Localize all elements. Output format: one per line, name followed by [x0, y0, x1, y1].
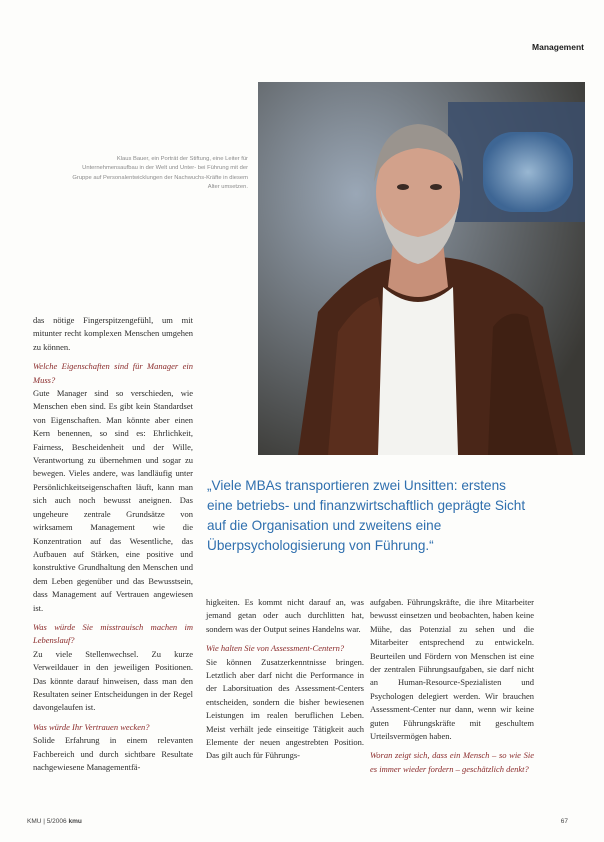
footer-issue-text: KMU | 5/2006 [27, 818, 67, 825]
paragraph: Sie können Zusatzerkenntnisse bringen. Letztlich aber darf nicht die Performance in der Laborsituation des Assessment-Centers entscheiden, sondern die bisher bewiesenen Leistungen im realen beruflichen Leben. Meist verhält jede einseitige Tätigkeit auch Elemente der neuen angestrebten Position. Das gilt auch für Führungs- [206, 656, 364, 761]
article-column-1 [33, 314, 193, 774]
paragraph: aufgaben. Führungskräfte, die ihre Mitarbeiter bewusst einsetzen und beobachten, haben keine Mühe, das Potenzial zu sehen und die Mitarbeiter entsprechend zu entwickeln. Beurteilen und Fördern von Menschen ist eine der zentralen Führungsaufgaben, sie darf nicht an Human-Resource-Spezialisten und Psychologen delegiert werden. Wir brauchen Assessment-Center nur dann, wenn wir keine guten Führungskräfte mit geschultem Urteilsvermögen haben. [370, 597, 534, 742]
photo-caption: Klaus Bauer, ein Porträt der Stiftung, eine Leiter für Unternehmensaufbau in der Welt und Unter- bei Führung mit der Gruppe auf Personalentwicklungen der Nachwuchs-Kräfte in diesem Alter umsetzen. [72, 156, 248, 190]
interview-question: Welche Eigenschaften sind für Manager ein Muss? [33, 361, 193, 385]
article-column-2 [206, 596, 364, 763]
footer-brand: kmu [68, 818, 82, 825]
footer-issue [27, 818, 82, 825]
portrait-photo [258, 82, 585, 455]
pull-quote: „Viele MBAs transportieren zwei Unsitten: erstens eine betriebs- und finanzwirtschaftlich geprägte Sicht auf die Organisation und zweitens eine Überpsychologisierung von Führung.“ [207, 478, 526, 553]
page-number: 67 [560, 818, 568, 825]
paragraph: das nötige Fingerspitzengefühl, um mit mitunter recht komplexen Menschen umgehen zu können. [33, 315, 193, 352]
paragraph: Solide Erfahrung in einem relevanten Fachbereich und durch sichtbare Resultate nachgewiesene Managementfä- [33, 735, 193, 772]
interview-question: Was würde Sie misstrauisch machen im Lebenslauf? [33, 621, 193, 646]
portrait-illustration [258, 82, 585, 455]
paragraph: higkeiten. Es kommt nicht darauf an, was jemand getan oder auch durchlitten hat, sondern was der Output seines Handelns war. [206, 597, 364, 634]
section-label: Management [532, 42, 584, 52]
interview-question: Woran zeigt sich, dass ein Mensch – so wie Sie es immer wieder fordern – geschätzlich denkt? [370, 750, 534, 774]
interview-question: Wie halten Sie von Assessment-Centern? [206, 643, 345, 654]
interview-question: Was würde Ihr Vertrauen wecken? [33, 721, 150, 732]
paragraph: Zu viele Stellenwechsel. Zu kurze Verweildauer in den jeweiligen Positionen. Das könnte darauf hinweisen, dass man den Resultaten seiner Entscheidungen in der Regel davongelaufen ist. [33, 648, 193, 713]
paragraph: Gute Manager sind so verschieden, wie Menschen eben sind. Es gibt kein Standardset von Eigenschaften. Man könnte aber einen Kern benennen, so sind es: Ehrlichkeit, Fairness, Bescheidenheit und der Wille, Verantwortung zu übernehmen und sogar zu bewegen. Vieles andere, was landläufig unter Persönlichkeitseigenschaften läuft, kann man sich auch noch bewusst aneignen. Das ungeheure zentrale Grundsätze von wirksamem Management wie die Konzentration auf das Wesentliche, das Aufbauen auf Stärken, eine positive und konstruktive Grundhaltung den Menschen und dem Leben gegenüber und das Bewusstsein, dass Management auf Vertrauen angewiesen ist. [33, 388, 193, 613]
article-column-3 [370, 596, 534, 776]
